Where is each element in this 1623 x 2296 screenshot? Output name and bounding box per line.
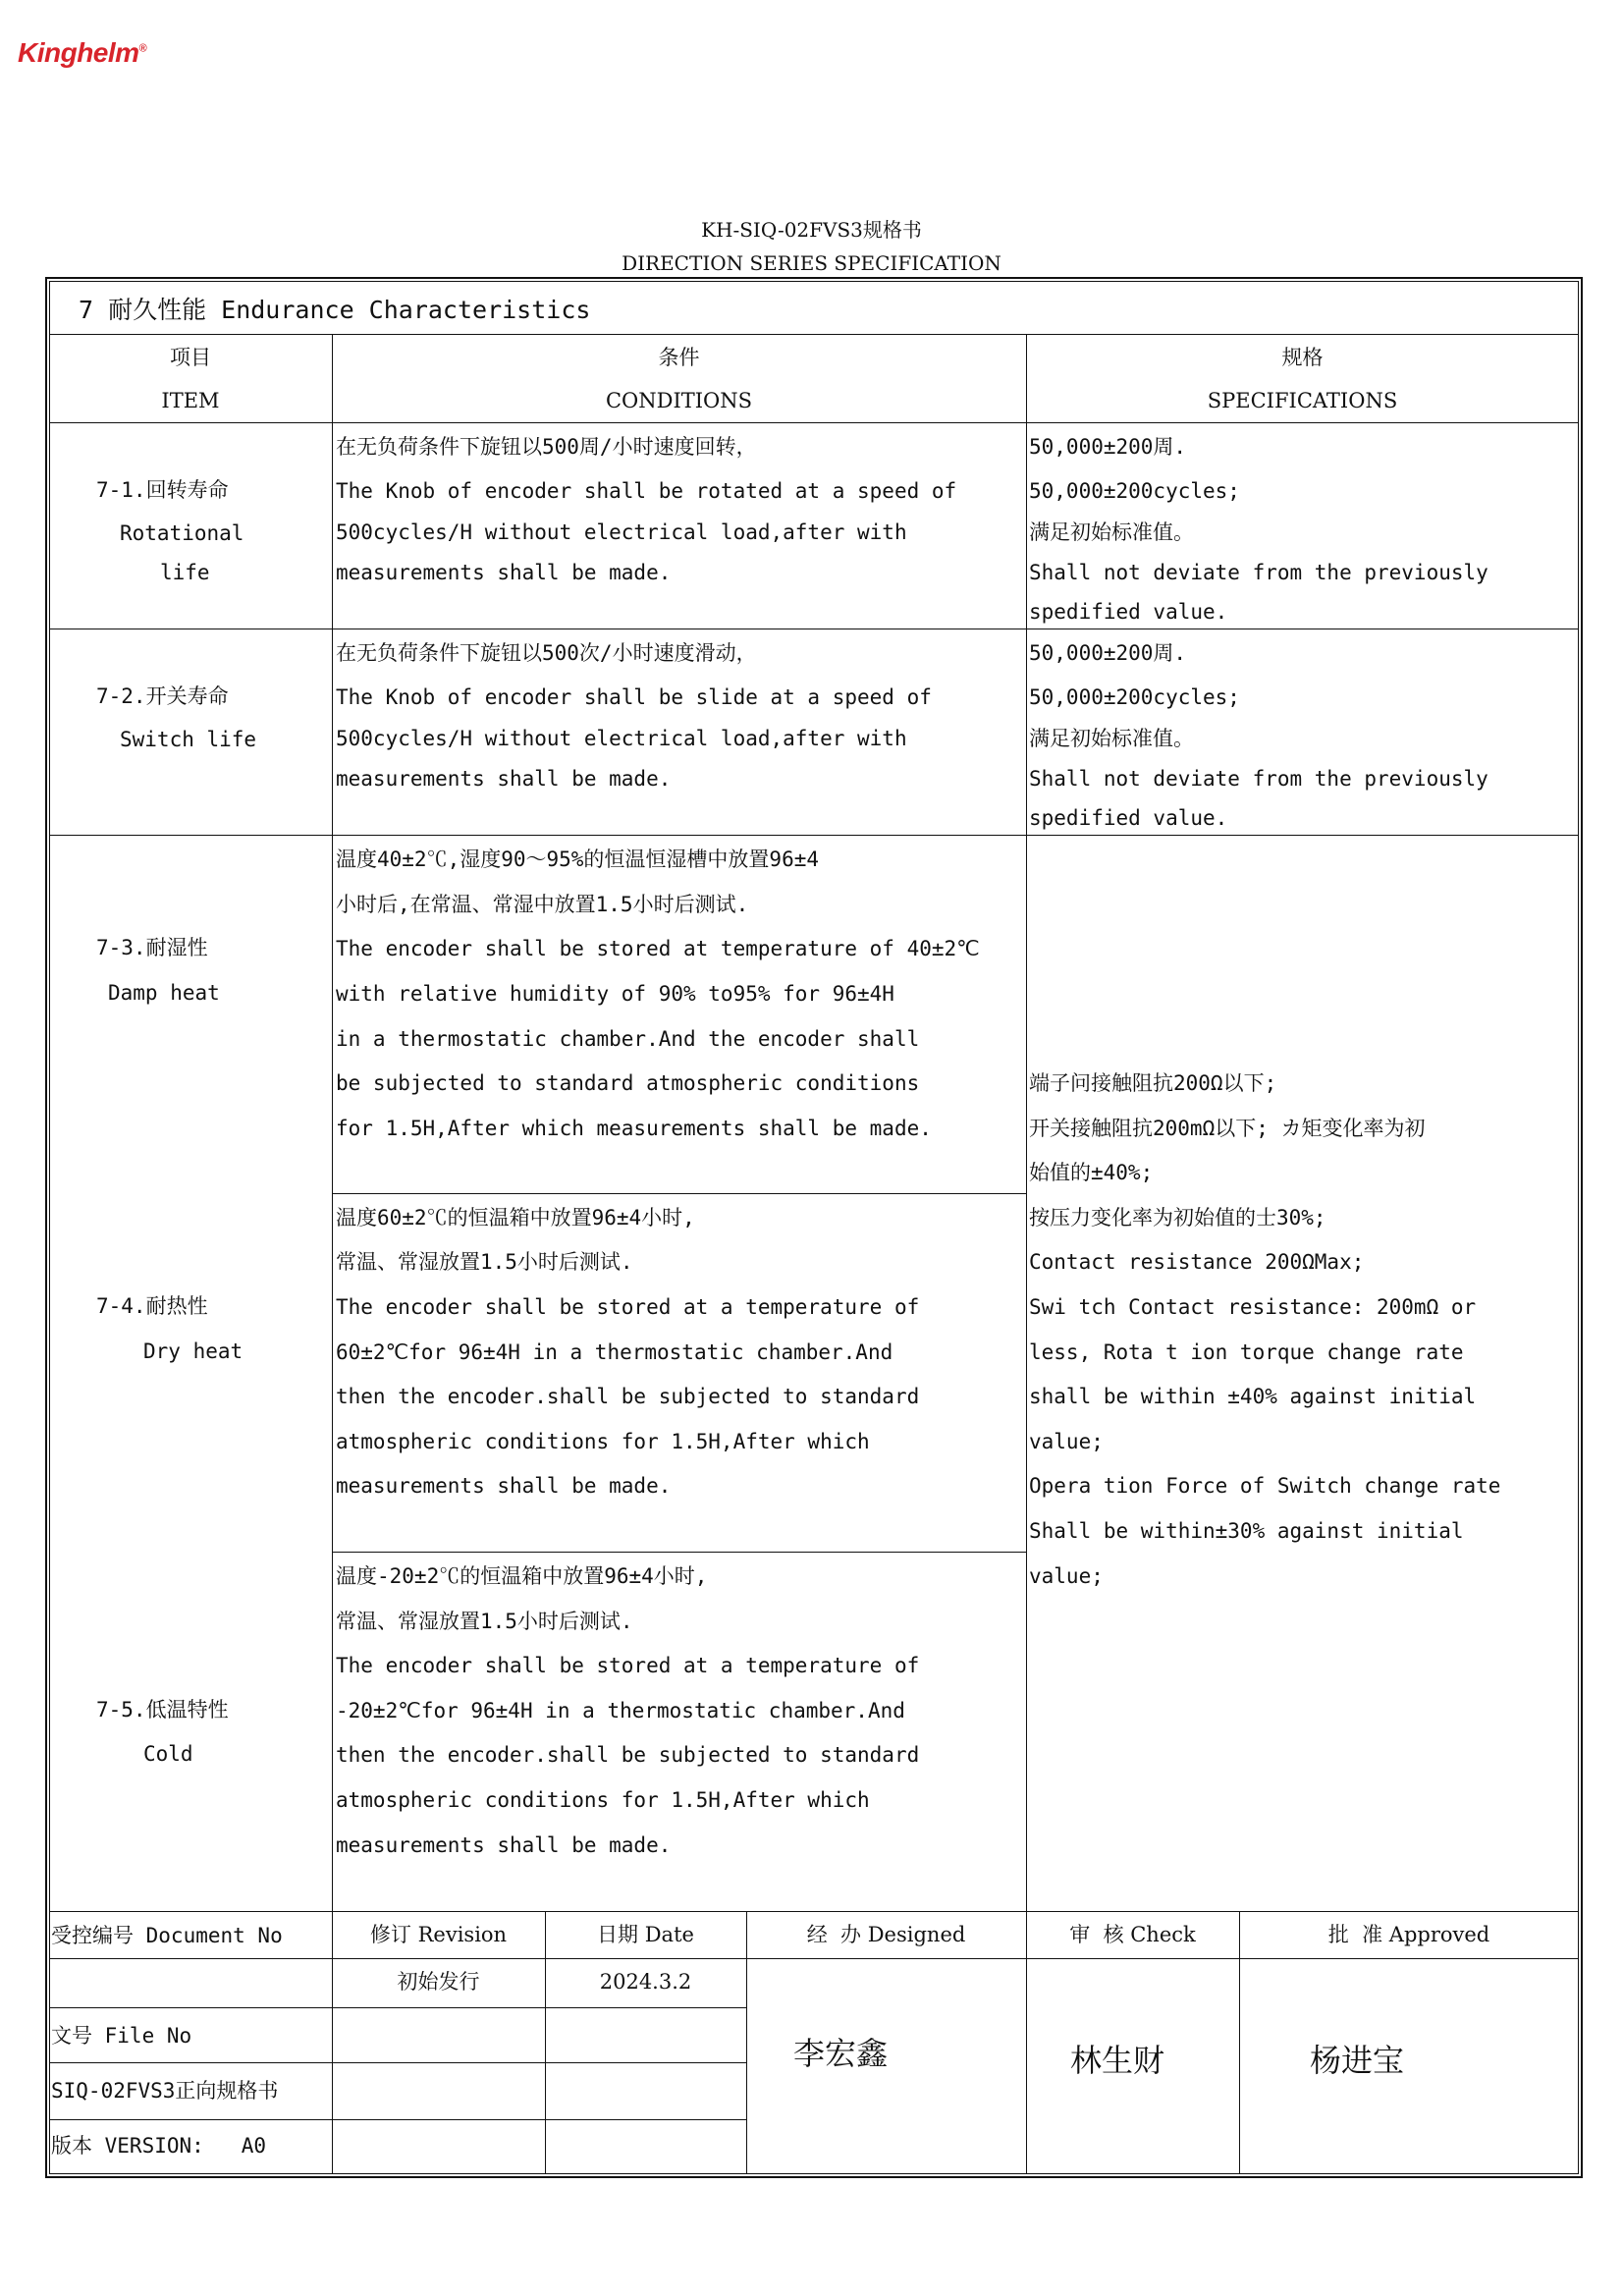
footer-document-no: 受控编号 Document No <box>51 1924 283 1947</box>
shared-spec-2: 开关接触阻抗200mΩ以下; カ矩变化率为初 <box>1029 1117 1426 1140</box>
row1-spec-4: Shall not deviate from the previously <box>1029 561 1488 584</box>
row5-item-cn: 7-5.低温特性 <box>96 1698 229 1722</box>
row2-cond-3: 500cycles/H without electrical load,after with <box>336 727 907 750</box>
shared-spec-5: Contact resistance 200ΩMax; <box>1029 1250 1365 1274</box>
row4-item-en: Dry heat <box>143 1339 243 1363</box>
shared-spec-1: 端子问接触阻抗200Ω以下; <box>1029 1071 1277 1095</box>
row1-spec-3: 满足初始标准值。 <box>1029 520 1194 544</box>
brand-logo: Kinghelm® <box>18 37 147 68</box>
designer-signature: 李宏鑫 <box>793 2035 889 2072</box>
row1-spec-1: 50,000±200周. <box>1029 435 1187 459</box>
row1-cond-2: The Knob of encoder shall be rotated at a speed of <box>336 479 957 503</box>
footer-file-name: SIQ-02FVS3正向规格书 <box>51 2079 279 2103</box>
footer-revision-label: 修订 Revision <box>369 1923 508 1946</box>
row3-cond-6: be subjected to standard atmospheric conditions <box>336 1071 920 1095</box>
footer-version: 版本 VERSION: A0 <box>51 2134 267 2158</box>
col-specs-en: SPECIFICATIONS <box>1207 389 1398 412</box>
shared-spec-10: Opera tion Force of Switch change rate <box>1029 1474 1501 1498</box>
shared-spec-7: less, Rota t ion torque change rate <box>1029 1340 1464 1364</box>
row2-cond-4: measurements shall be made. <box>336 767 672 791</box>
row4-cond-3: The encoder shall be stored at a temperature of <box>336 1295 920 1319</box>
row4-cond-7: measurements shall be made. <box>336 1474 672 1498</box>
row5-cond-3: The encoder shall be stored at a temperature of <box>336 1654 920 1677</box>
row4-cond-2: 常温、常湿放置1.5小时后测试. <box>336 1250 633 1274</box>
row4-cond-1: 温度60±2℃的恒温箱中放置96±4小时, <box>336 1206 695 1230</box>
row2-item-cn: 7-2.开关寿命 <box>96 684 229 708</box>
approver-signature: 杨进宝 <box>1310 2042 1405 2079</box>
row3-cond-3: The encoder shall be stored at temperature of 40±2℃ <box>336 937 980 960</box>
row3-cond-2: 小时后,在常温、常湿中放置1.5小时后测试. <box>336 893 749 916</box>
row1-spec-2: 50,000±200cycles; <box>1029 479 1240 503</box>
col-specs-cn: 规格 <box>1281 346 1324 369</box>
row3-item-en: Damp heat <box>108 981 220 1005</box>
row5-item-en: Cold <box>143 1742 193 1766</box>
row2-spec-2: 50,000±200cycles; <box>1029 685 1240 709</box>
row4-cond-6: atmospheric conditions for 1.5H,After which <box>336 1430 870 1453</box>
row1-item-cn: 7-1.回转寿命 <box>96 478 229 502</box>
shared-spec-9: value; <box>1029 1430 1104 1453</box>
footer-designed-label: 经 办 Designed <box>806 1923 966 1946</box>
footer-check-label: 审 核 Check <box>1069 1923 1196 1946</box>
row4-cond-4: 60±2℃for 96±4H in a thermostatic chamber.And <box>336 1340 893 1364</box>
row5-cond-6: atmospheric conditions for 1.5H,After which <box>336 1788 870 1812</box>
footer-revision-value: 初始发行 <box>397 1970 480 1994</box>
row2-spec-3: 满足初始标准值。 <box>1029 727 1194 750</box>
row2-cond-1: 在无负荷条件下旋钮以500次/小时速度滑动， <box>336 641 757 665</box>
row1-cond-3: 500cycles/H without electrical load,after with <box>336 520 907 544</box>
row2-item-en: Switch life <box>120 728 257 751</box>
row2-cond-2: The Knob of encoder shall be slide at a speed of <box>336 685 932 709</box>
row4-cond-5: then the encoder.shall be subjected to standard <box>336 1385 920 1408</box>
shared-spec-6: Swi tch Contact resistance: 200mΩ or <box>1029 1295 1477 1319</box>
row1-cond-1: 在无负荷条件下旋钮以500周/小时速度回转， <box>336 435 757 459</box>
row1-item-en2: life <box>160 561 210 584</box>
row3-cond-4: with relative humidity of 90% to95% for 96±4H <box>336 982 894 1006</box>
shared-spec-11: Shall be within±30% against initial <box>1029 1519 1464 1543</box>
shared-spec-4: 按压力变化率为初始值的士30%; <box>1029 1206 1326 1230</box>
shared-spec-12: value; <box>1029 1564 1104 1588</box>
shared-spec-3: 始值的±40%; <box>1029 1161 1154 1184</box>
section-title: 7 耐久性能 Endurance Characteristics <box>79 296 591 324</box>
row3-cond-5: in a thermostatic chamber.And the encoder shall <box>336 1027 920 1051</box>
row3-cond-7: for 1.5H,After which measurements shall be made. <box>336 1117 932 1140</box>
row1-item-en: Rotational <box>120 521 244 545</box>
row2-spec-4: Shall not deviate from the previously <box>1029 767 1488 791</box>
row3-item-cn: 7-3.耐湿性 <box>96 936 208 959</box>
row5-cond-2: 常温、常湿放置1.5小时后测试. <box>336 1610 633 1633</box>
row3-cond-1: 温度40±2℃,湿度90～95%的恒温恒湿槽中放置96±4 <box>336 847 820 871</box>
col-conditions-en: CONDITIONS <box>605 389 753 412</box>
col-item-en: ITEM <box>161 389 220 412</box>
row5-cond-7: measurements shall be made. <box>336 1833 672 1857</box>
row2-spec-5: spedified value. <box>1029 806 1228 830</box>
shared-spec-8: shall be within ±40% against initial <box>1029 1385 1477 1408</box>
row4-item-cn: 7-4.耐热性 <box>96 1294 208 1318</box>
row1-spec-5: spedified value. <box>1029 600 1228 624</box>
row5-cond-5: then the encoder.shall be subjected to standard <box>336 1743 920 1767</box>
row5-cond-4: -20±2℃for 96±4H in a thermostatic chamber.And <box>336 1699 905 1722</box>
footer-file-no: 文号 File No <box>51 2024 192 2048</box>
checker-signature: 林生财 <box>1070 2042 1165 2079</box>
footer-date-label: 日期 Date <box>597 1923 694 1946</box>
row1-cond-4: measurements shall be made. <box>336 561 672 584</box>
document-subtitle: DIRECTION SERIES SPECIFICATION <box>622 251 1001 275</box>
row2-spec-1: 50,000±200周. <box>1029 641 1187 665</box>
row5-cond-1: 温度-20±2℃的恒温箱中放置96±4小时, <box>336 1564 708 1588</box>
col-item-cn: 项目 <box>170 346 211 369</box>
footer-approved-label: 批 准 Approved <box>1327 1923 1490 1946</box>
col-conditions-cn: 条件 <box>658 346 700 369</box>
document-title: KH-SIQ-02FVS3规格书 <box>701 218 922 242</box>
footer-date-value: 2024.3.2 <box>599 1970 692 1994</box>
